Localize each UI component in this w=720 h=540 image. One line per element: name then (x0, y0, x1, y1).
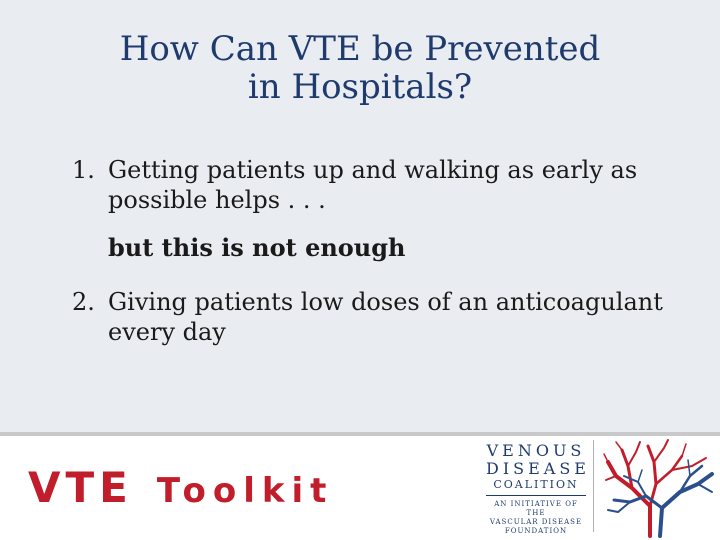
venous-disease-coalition-logo (486, 441, 590, 536)
logo-tagline-3: FOUNDATION (504, 527, 568, 535)
prevention-list (72, 155, 692, 347)
logo-rule (486, 495, 586, 496)
slide-title-line-1: How Can VTE be Prevented (119, 29, 601, 69)
slide-title (0, 30, 720, 106)
list-item-text-line-1: Getting patients up and walking as early as (108, 156, 638, 184)
logo-line-disease: DISEASE (486, 459, 590, 478)
logo-tagline-1: AN INITIATIVE OF THE (494, 500, 578, 517)
venous-tree-icon (602, 436, 716, 538)
logo-line-venous: VENOUS (486, 441, 586, 460)
list-item (72, 155, 692, 215)
list-item-number: 1. (72, 156, 95, 184)
brand-toolkit-text: Toolkit (156, 471, 334, 511)
list-item-text-line-1: Giving patients low doses of an anticoagulant (108, 288, 663, 316)
slide-title-line-2: in Hospitals? (247, 67, 473, 107)
list-item-number: 2. (72, 288, 95, 316)
logo-line-coalition: COALITION (493, 478, 579, 491)
emphasis-text: but this is not enough (108, 233, 406, 262)
vte-toolkit-brand (28, 463, 333, 513)
logo-tagline-2: VASCULAR DISEASE (489, 518, 583, 526)
list-item (72, 287, 692, 347)
logo-divider (593, 440, 594, 532)
list-item-text-line-2: every day (108, 318, 226, 346)
brand-vte-text: VTE (28, 463, 133, 512)
list-item-text-line-2: possible helps . . . (108, 186, 326, 214)
